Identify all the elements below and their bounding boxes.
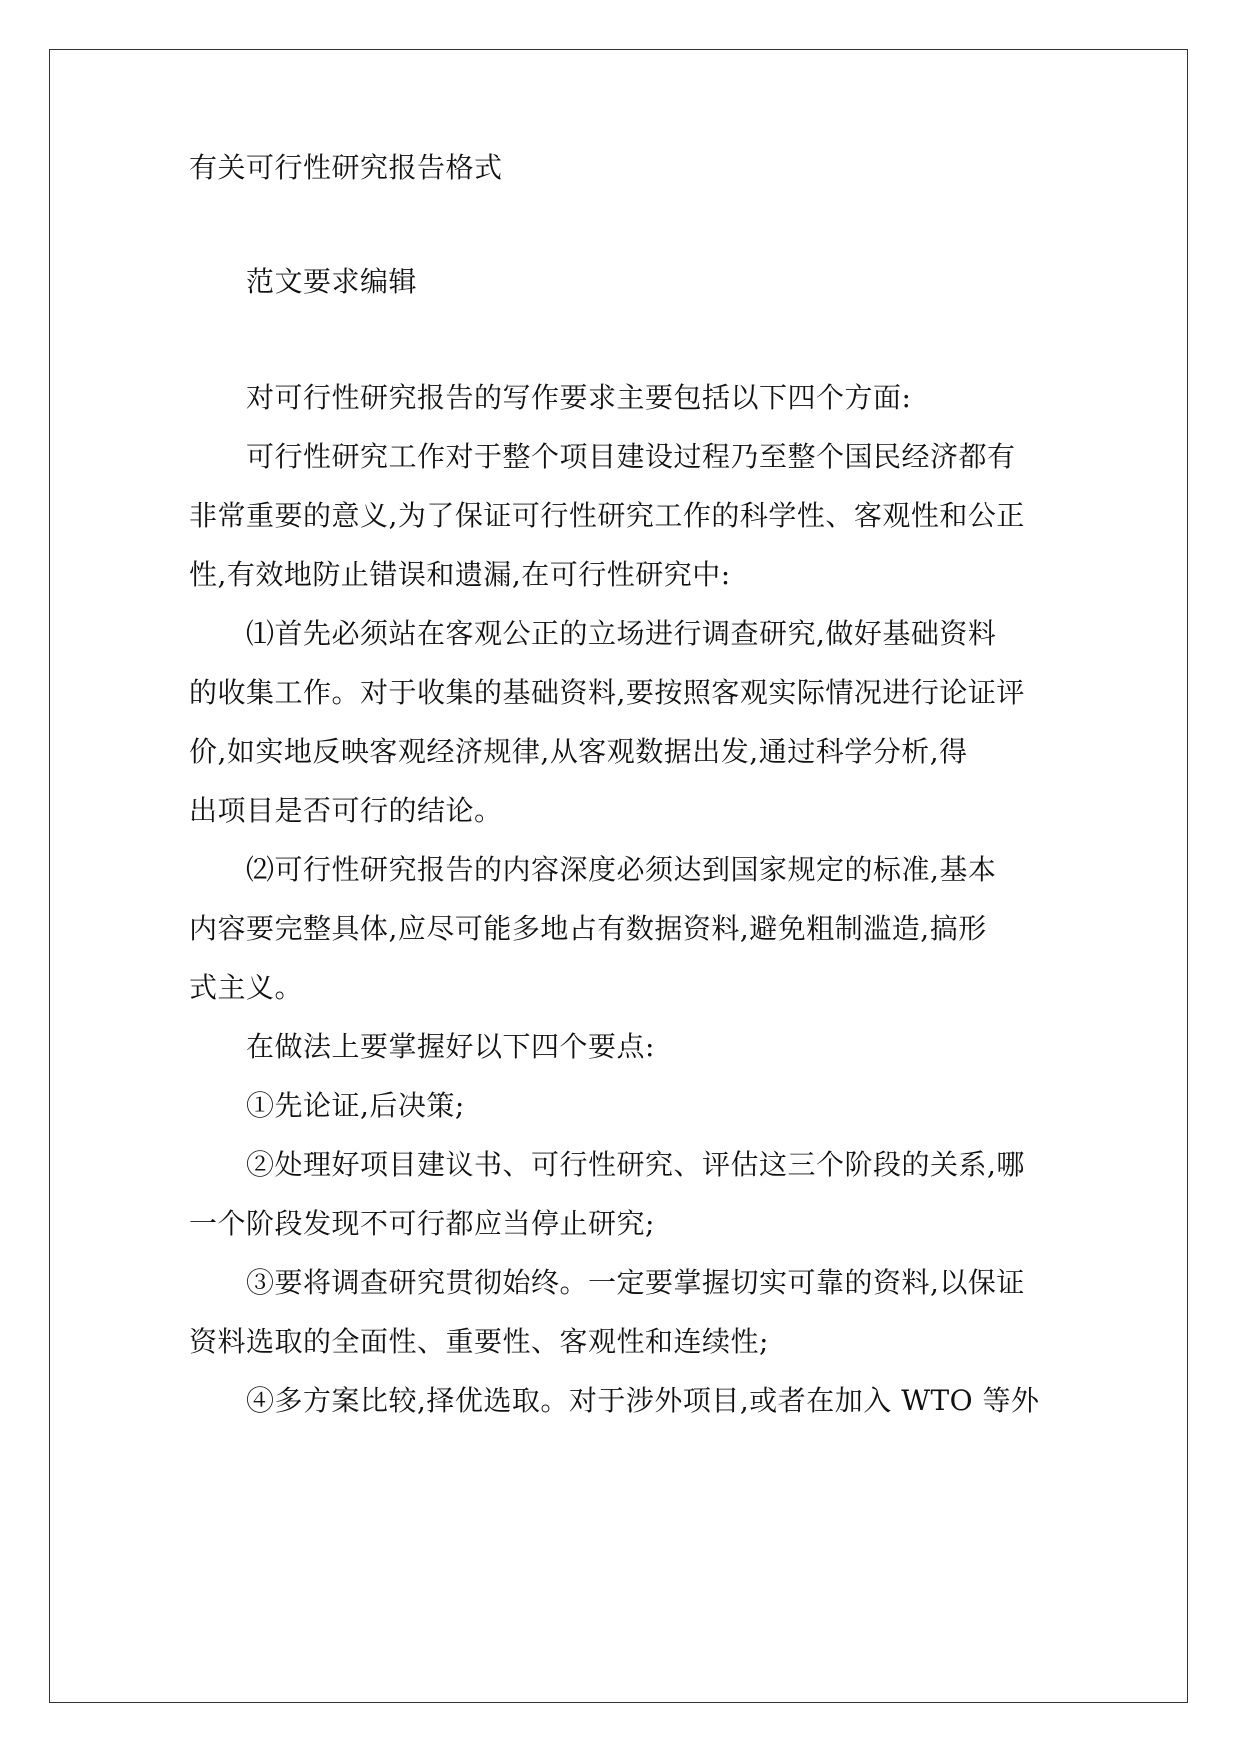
paragraph-line: 出项目是否可行的结论。 (189, 794, 503, 827)
paragraph-line: ⑵可行性研究报告的内容深度必须达到国家规定的标准,基本 (246, 853, 997, 886)
paragraph-line: 资料选取的全面性、重要性、客观性和连续性; (189, 1325, 769, 1358)
list-item: ①先论证,后决策; (246, 1089, 465, 1122)
list-item: ②处理好项目建议书、可行性研究、评估这三个阶段的关系,哪 (246, 1148, 1025, 1181)
paragraph-line: 非常重要的意义,为了保证可行性研究工作的科学性、客观性和公正 (189, 499, 1025, 532)
paragraph-line: 一个阶段发现不可行都应当停止研究; (189, 1207, 655, 1240)
paragraph-line: 可行性研究工作对于整个项目建设过程乃至整个国民经济都有 (246, 440, 1016, 473)
paragraph-line: 对可行性研究报告的写作要求主要包括以下四个方面: (246, 381, 912, 414)
list-item: ④多方案比较,择优选取。对于涉外项目,或者在加入 WTO 等外 (246, 1384, 1040, 1417)
document-title: 有关可行性研究报告格式 (189, 151, 503, 184)
paragraph-line: ⑴首先必须站在客观公正的立场进行调查研究,做好基础资料 (246, 617, 997, 650)
list-item: ③要将调查研究贯彻始终。一定要掌握切实可靠的资料,以保证 (246, 1266, 1025, 1299)
paragraph-line: 式主义。 (189, 971, 304, 1004)
paragraph-line: 的收集工作。对于收集的基础资料,要按照客观实际情况进行论证评 (189, 676, 1025, 709)
paragraph-line: 价,如实地反映客观经济规律,从客观数据出发,通过科学分析,得 (189, 735, 968, 768)
paragraph-line: 性,有效地防止错误和遗漏,在可行性研究中: (189, 558, 731, 591)
paragraph-line: 在做法上要掌握好以下四个要点: (246, 1030, 655, 1063)
document-subtitle: 范文要求编辑 (246, 265, 418, 298)
paragraph-line: 内容要完整具体,应尽可能多地占有数据资料,避免粗制滥造,搞形 (189, 912, 987, 945)
